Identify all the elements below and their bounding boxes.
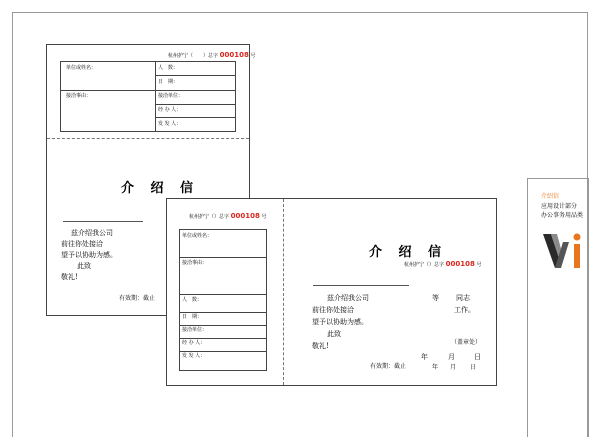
date-day: 日 (474, 353, 481, 361)
field-matter: 接洽事由： (182, 260, 208, 266)
field-people: 人 数： (182, 297, 203, 303)
field-unit: 单位或姓名： (66, 65, 97, 71)
letter-deng: 等 (432, 294, 439, 302)
front-letter-header: 杭州护宁（）总字 000108 号 (404, 260, 482, 268)
front-stub-table (179, 229, 267, 371)
serial-number: 000108 (445, 260, 475, 268)
front-stub-header: 杭州护宁（）总字 000108 号 (189, 212, 267, 220)
field-dept: 接洽单位： (158, 93, 184, 99)
panel-line1: 应用设计部分 (541, 203, 578, 210)
field-handler: 经 办 人： (182, 340, 206, 346)
date-year-2: 年 (432, 364, 439, 371)
field-handler: 经 办 人： (158, 107, 182, 113)
letter-line2: 前往你处接洽 (61, 240, 103, 248)
letter-validity: 有效期：截止 (119, 295, 156, 302)
field-matter: 接洽事由： (66, 93, 92, 99)
panel-label-accent: 介绍信 (541, 193, 560, 200)
letter-gongzuo: 工作。 (454, 306, 475, 314)
field-date: 日 期： (182, 314, 203, 320)
date-year: 年 (421, 353, 428, 361)
vi-logo-icon (541, 228, 585, 270)
letter-title: 介 绍 信 (369, 245, 448, 260)
panel-line2: 办公事务用品类 (541, 212, 584, 219)
field-people: 人 数： (158, 65, 179, 71)
back-header: 杭州护宁（ ）总字 000108 号 (168, 51, 256, 59)
back-stub-table (60, 61, 236, 132)
letter-title: 介 绍 信 (121, 181, 200, 196)
date-month: 月 (448, 353, 455, 361)
date-day-2: 日 (470, 364, 477, 371)
letter-line2: 前往你处接洽 (312, 306, 354, 314)
field-issuer: 发 发 人： (158, 121, 182, 127)
field-dept: 接洽单位： (182, 327, 208, 333)
field-issuer: 发 发 人： (182, 353, 206, 359)
field-date: 日 期： (158, 79, 179, 85)
letter-line3: 望予以协助为感。 (312, 318, 368, 326)
front-sheet (166, 198, 497, 386)
letter-seal: （盖章处） (451, 339, 482, 346)
serial-number: 000108 (230, 212, 260, 220)
letter-salute: 敬礼! (312, 342, 329, 350)
letter-line3: 望予以协助为感。 (61, 251, 117, 259)
letter-intro: 兹介绍我公司 (327, 294, 369, 302)
letter-validity: 有效期：截止 (370, 363, 407, 370)
letter-tongzhi: 同志 (456, 294, 470, 302)
perforation-line (47, 138, 249, 139)
date-month-2: 月 (450, 364, 457, 371)
spread-fold (283, 199, 284, 385)
serial-number: 000108 (219, 51, 249, 59)
info-panel (527, 178, 589, 437)
field-unit: 单位或姓名： (182, 233, 213, 239)
letter-regards: 此致 (327, 330, 341, 338)
letter-regards: 此致 (77, 262, 91, 270)
letter-salute: 敬礼! (61, 273, 78, 281)
letter-intro: 兹介绍我公司 (71, 229, 113, 237)
